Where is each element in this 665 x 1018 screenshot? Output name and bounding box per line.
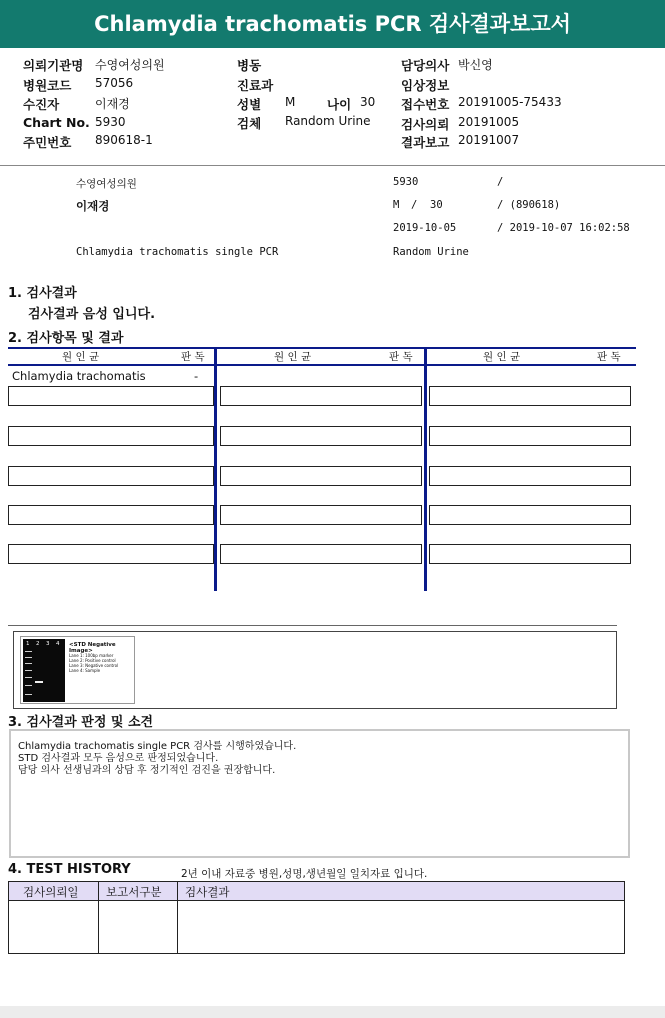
report-header [0,48,665,166]
result-cell-empty [8,505,214,525]
history-col-request-date: 검사의뢰일 [23,885,79,899]
result-cell-empty [8,544,214,564]
history-col-report-type: 보고서구분 [106,885,162,899]
gel-lane-label: Lane 2: Positive control [69,658,116,663]
gel-band [25,694,32,695]
result-table-header-rule [8,364,636,366]
summary-patient: 이재경 [76,199,110,213]
ward-label: 병동 [237,58,262,73]
interpretation-box [9,729,630,858]
report-value: 20191007 [458,133,520,147]
section1-result-text: 검사결과 음성 입니다. [28,307,156,322]
summary-test-name: Chlamydia trachomatis single PCR [76,246,279,258]
summary-sex: M [393,199,400,211]
col-organism-header: 원 인 균 [62,351,100,363]
section2-title: 2. 검사항목 및 결과 [8,331,124,346]
result-cell-empty [429,466,631,486]
gel-band [25,677,32,678]
section1-title: 1. 검사결과 [8,286,77,301]
summary-resident: / (890618) [497,199,561,211]
gel-lane-label: Lane 4: Sample [69,668,101,673]
result-table-divider [214,347,217,591]
patient-label: 수진자 [23,97,60,112]
gel-lane-label: Lane 3: Negative control [69,663,119,668]
col-judgement-header: 판 독 [389,351,413,363]
receipt-label: 접수번호 [401,97,450,112]
gel-lane-number: 2 [36,641,40,647]
gel-band [25,685,32,686]
summary-age: 30 [430,199,443,211]
clinical-label: 임상정보 [401,78,450,93]
gel-image-frame [13,631,617,709]
age-value: 30 [360,95,376,109]
summary-slash: / [497,176,504,188]
gel-image [20,636,135,704]
institution-label: 의뢰기관명 [23,58,84,73]
result-cell-empty [8,466,214,486]
doctor-label: 담당의사 [401,58,450,73]
organism-name: Chlamydia trachomatis [12,369,146,383]
doctor-value: 박신영 [458,58,493,72]
report-title: Chlamydia trachomatis PCR 검사결과보고서 [0,0,665,48]
summary-institution: 수영여성의원 [76,178,137,190]
patient-value: 이재경 [95,97,130,111]
age-label: 나이 [327,97,352,112]
result-col-header [217,349,424,364]
interpretation-line: 담당 의사 선생님과의 상담 후 정기적인 검진을 권장합니다. [18,765,276,776]
request-value: 20191005 [458,115,520,129]
result-cell-empty [220,466,422,486]
section3-title: 3. 검사결과 판정 및 소견 [8,715,154,730]
gel-band [25,657,32,658]
receipt-value: 20191005-75433 [458,95,562,109]
sex-label: 성별 [237,97,262,112]
request-label: 검사의뢰 [401,117,450,132]
result-cell-empty [429,426,631,446]
organism-judgement: - [194,369,199,383]
gel-top-rule [8,625,617,626]
hospital-code-label: 병원코드 [23,78,72,93]
col-organism-header: 원 인 균 [274,351,312,363]
gel-lane-number: 4 [56,641,60,647]
history-col-result: 검사결과 [185,885,230,899]
result-cell-empty [220,505,422,525]
section4-title: 4. TEST HISTORY [8,862,131,877]
history-table-header [9,882,624,901]
result-col-header [427,349,636,364]
history-column-rule [98,882,99,953]
result-cell-empty [429,505,631,525]
gel-title: <STD Negative Image> [69,642,116,654]
institution-value: 수영여성의원 [95,58,165,72]
gel-strip [23,639,65,702]
col-organism-header: 원 인 균 [483,351,521,363]
gel-lane-number: 3 [46,641,50,647]
result-cell-empty [220,544,422,564]
report-label: 결과보고 [401,135,450,150]
gel-band [25,663,32,664]
col-judgement-header: 판 독 [181,351,205,363]
summary-request-date: 2019-10-05 [393,222,457,234]
result-cell-empty [8,426,214,446]
summary-report-datetime: / 2019-10-07 16:02:58 [497,222,630,234]
history-table [8,881,625,954]
chart-label: Chart No. [23,115,90,130]
interpretation-line: Chlamydia trachomatis single PCR 검사를 시행하였습니다. [18,741,297,752]
result-col-header [8,349,214,364]
result-cell-empty [220,426,422,446]
result-cell-empty [429,544,631,564]
summary-chart-no: 5930 [393,176,419,188]
summary-sep: / [411,199,418,211]
specimen-label: 검체 [237,116,262,131]
result-table [8,347,636,591]
specimen-value: Random Urine [285,114,371,128]
result-cell-empty [220,386,422,406]
page-footer-strip [0,1006,665,1018]
chart-value: 5930 [95,115,126,129]
hospital-code-value: 57056 [95,76,134,90]
result-cell-empty [429,386,631,406]
gel-lane-label: Lane 1: 100bp marker [69,653,114,658]
resident-value: 890618-1 [95,133,153,147]
gel-band [35,681,43,683]
history-note: 2년 이내 자료중 병원,성명,생년월일 일치자료 입니다. [181,868,428,880]
result-table-divider [424,347,427,591]
summary-specimen: Random Urine [393,246,469,258]
resident-label: 주민번호 [23,135,72,150]
gel-band [25,670,32,671]
history-column-rule [177,882,178,953]
sex-value: M [285,95,296,109]
dept-label: 진료과 [237,78,274,93]
result-cell-empty [8,386,214,406]
interpretation-line: STD 검사결과 모두 음성으로 판정되었습니다. [18,753,219,764]
col-judgement-header: 판 독 [597,351,621,363]
gel-band [25,651,32,652]
gel-lane-number: 1 [26,641,30,647]
